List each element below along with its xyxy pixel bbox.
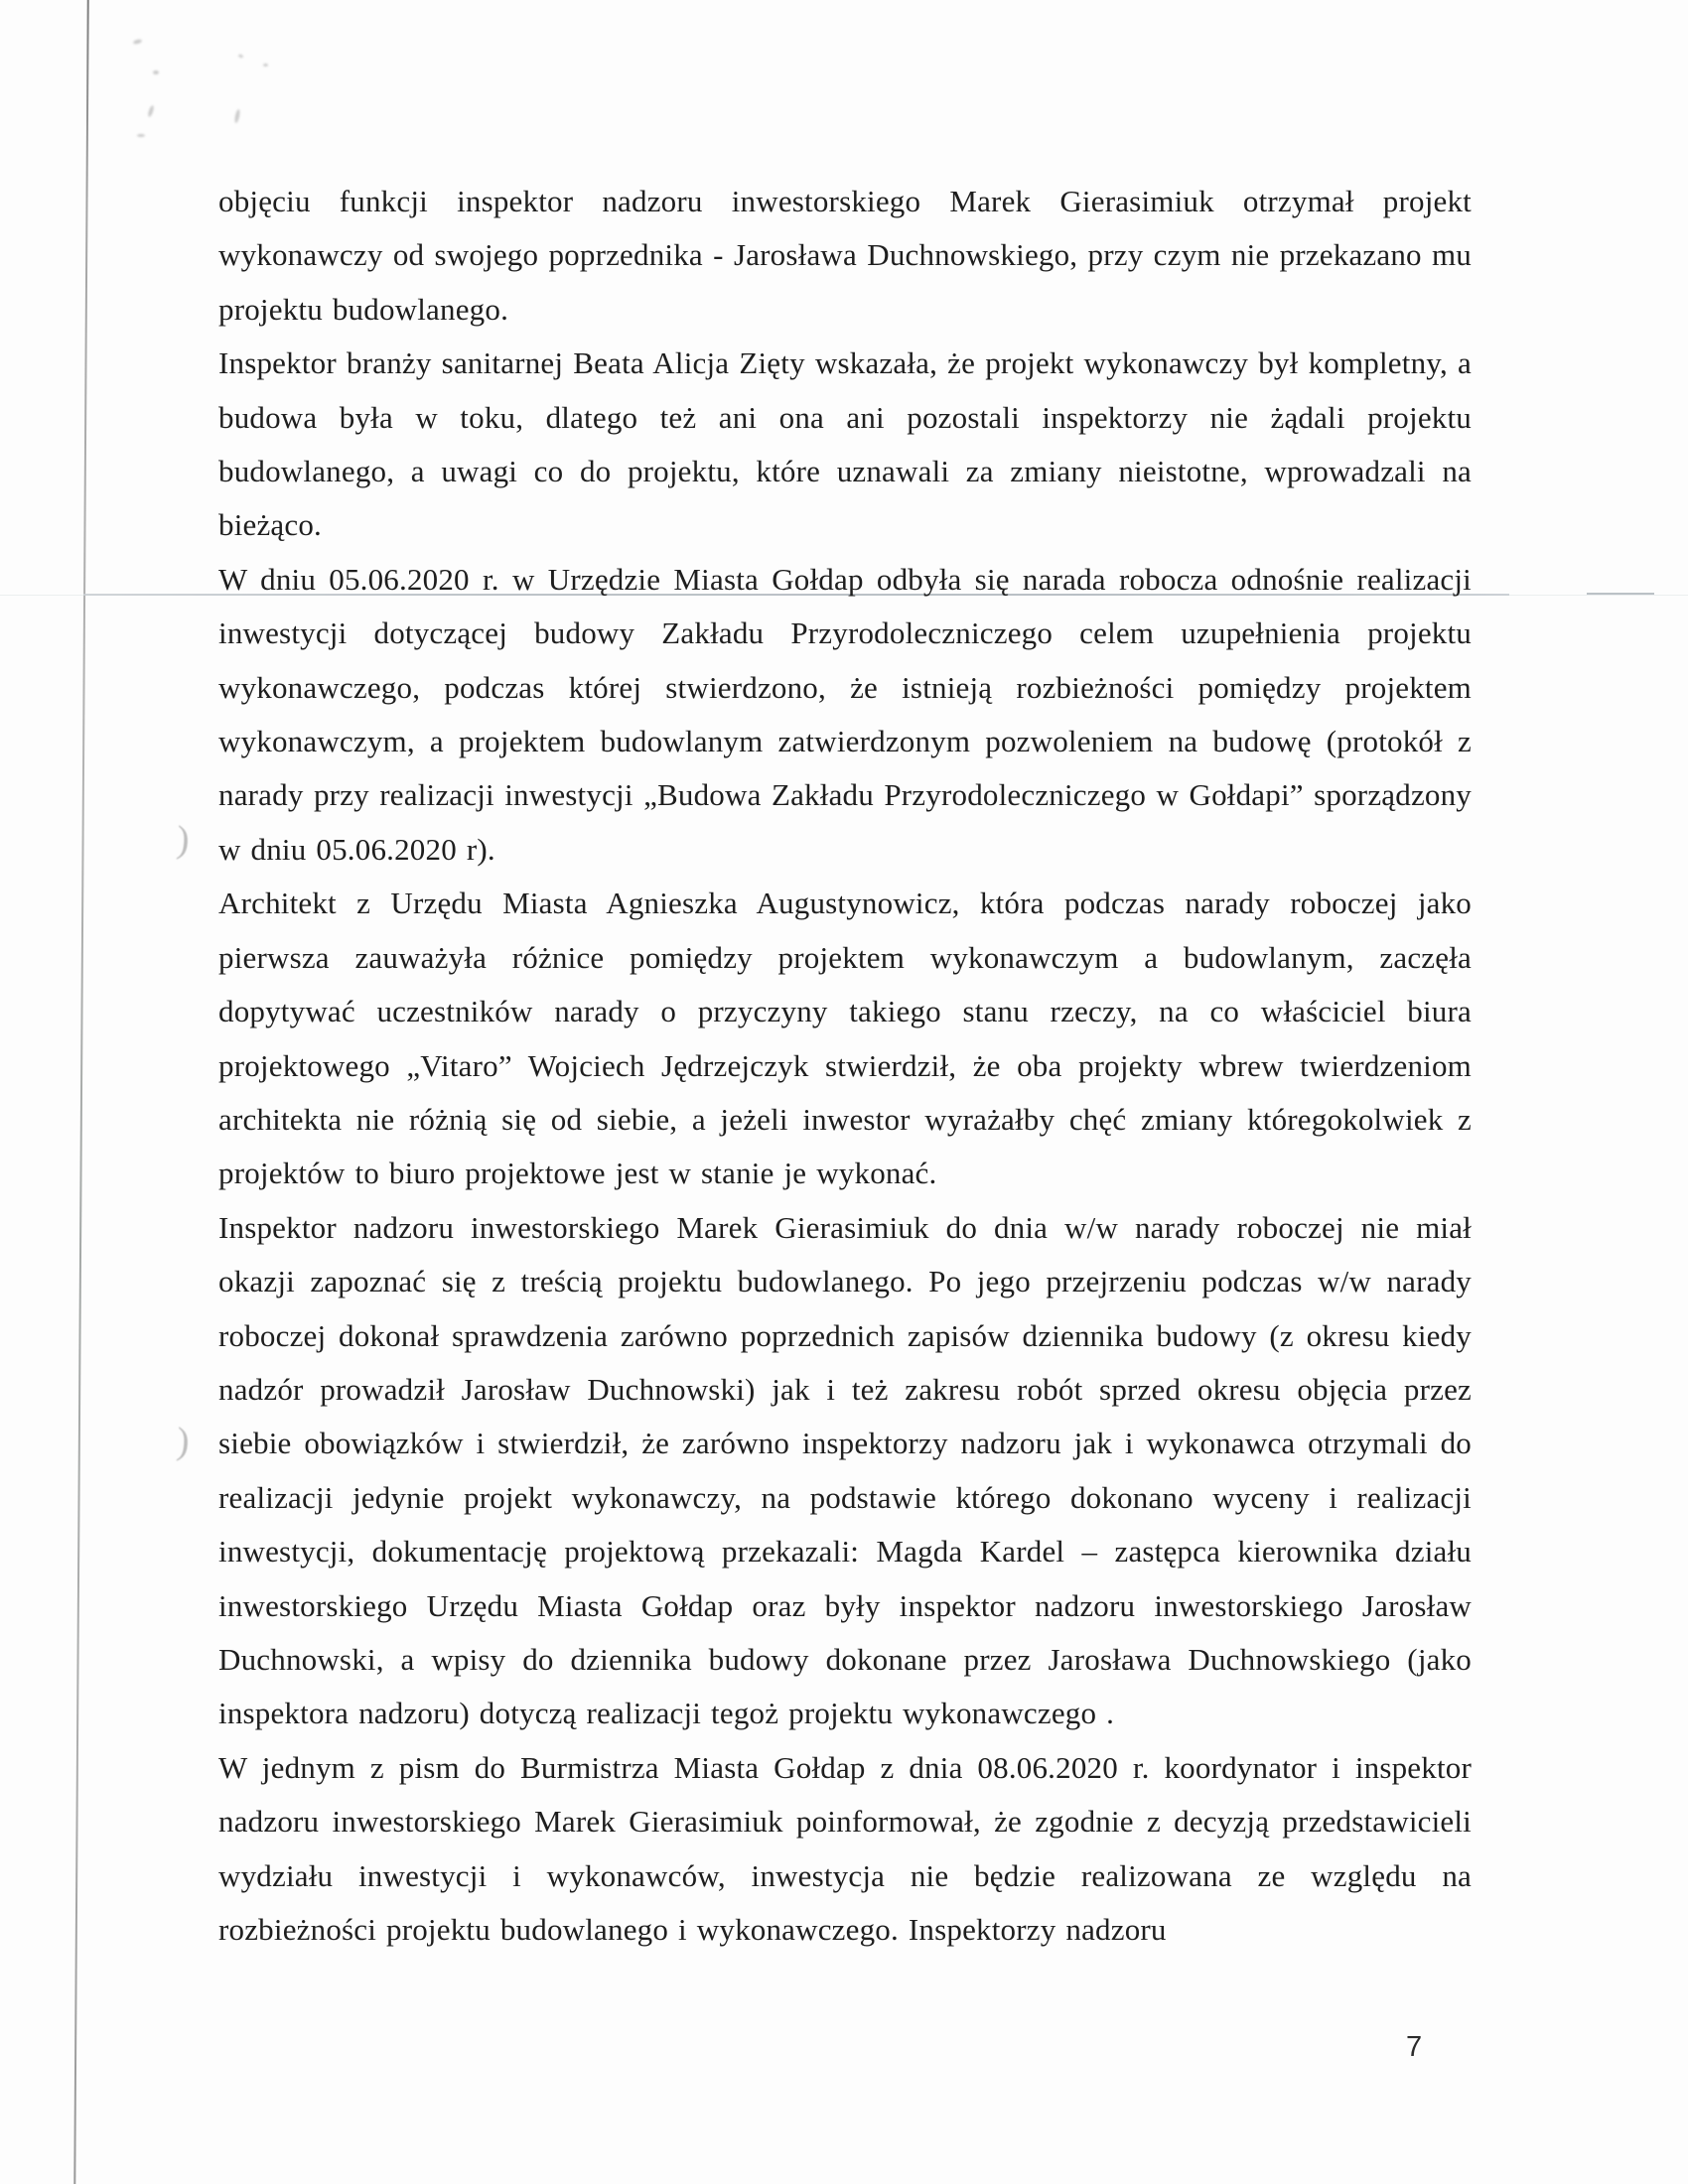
paragraph: Inspektor nadzoru inwestorskiego Marek Gierasimiuk do dnia w/w narady roboczej nie miał okazji zapoznać się z treścią projektu budowlanego. Po jego przejrzeniu podczas w/w narady roboczej dokonał sprawdzenia zarówno poprzednich zapisów dziennika budowy (z okresu kiedy nadzór prowadził Jarosław Duchnowski) jak i też zakresu robót sprzed okresu objęcia przez siebie obowiązków i stwierdził, że zarówno inspektorzy nadzoru jak i wykonawca otrzymali do realizacji jedynie projekt wykonawczy, na podstawie którego dokonano wyceny i realizacji inwestycji, dokumentację projektową przekazali: Magda Kardel – zastępca kierownika działu inwestorskiego Urzędu Miasta Gołdap oraz były inspektor nadzoru inwestorskiego Jarosław Duchnowski, a wpisy do dziennika budowy dokonane przez Jarosława Duchnowskiego (jako inspektora nadzoru) dotyczą realizacji tegoż projektu wykonawczego . [218,1209,1472,1731]
paragraph: objęciu funkcji inspektor nadzoru inwestorskiego Marek Gierasimiuk otrzymał projekt wykonawczy od swojego poprzednika - Jarosława Duchnowskiego, przy czym nie przekazano mu projektu budowlanego. [218,184,1472,327]
paragraph: Architekt z Urzędu Miasta Agnieszka Augustynowicz, która podczas narady roboczej jako pierwsza zauważyła różnice pomiędzy projektem wykonawczym a budowlanym, zaczęła dopytywać uczestników narady o przyczyny takiego stanu rzeczy, na co właściciel biura projektowego „Vitaro” Wojciech Jędrzejczyk stwierdził, że oba projekty wbrew twierdzeniom architekta nie różnią się od siebie, a jeżeli inwestor wyrażałby chęć zmiany któregokolwiek z projektów to biuro projektowe jest w stanie je wykonać. [218,886,1472,1191]
smudge-mark [133,39,143,45]
paragraph: W jednym z pism do Burmistrza Miasta Gołdap z dnia 08.06.2020 r. koordynator i inspektor nadzoru inwestorskiego Marek Gierasimiuk poinformował, że zgodnie z decyzją przedstawicieli wydziału inwestycji i wykonawców, inwestycja nie będzie realizowana ze względu na rozbieżności projektu budowlanego i wykonawczego. Inspektorzy nadzoru [218,1749,1472,1947]
paren-artifact: ) [175,818,192,862]
paren-artifact: ) [175,1420,192,1463]
smudge-mark [147,105,155,118]
smudge-mark [153,70,159,74]
paragraph: Inspektor branży sanitarnej Beata Alicja Zięty wskazała, że projekt wykonawczy był kompletny, a budowa była w toku, dlatego też ani ona ani pozostali inspektorzy nie żądali projektu budowlanego, a uwagi co do projektu, które uznawali za zmiany nieistotne, wprowadzali na bieżąco. [218,345,1472,543]
smudge-mark [234,109,241,124]
fold-line-segment [1587,593,1654,595]
smudge-mark [238,54,244,59]
smudge-mark [263,64,268,67]
page-number: 7 [1406,2031,1423,2063]
paragraph: W dniu 05.06.2020 r. w Urzędzie Miasta Gołdap odbyła się narada robocza odnośnie realizacji inwestycji dotyczącej budowy Zakładu Przyrodoleczniczego celem uzupełnienia projektu wykonawczego, podczas której stwierdzono, że istnieją rozbieżności pomiędzy projektem wykonawczym, a projektem budowlanym zatwierdzonym pozwoleniem na budowę (protokół z narady przy realizacji inwestycji „Budowa Zakładu Przyrodoleczniczego w Gołdapi” sporządzony w dniu 05.06.2020 r). [218,561,1472,867]
smudge-mark [137,134,145,137]
scan-edge-line [73,0,89,2184]
body-text [218,175,1472,1957]
